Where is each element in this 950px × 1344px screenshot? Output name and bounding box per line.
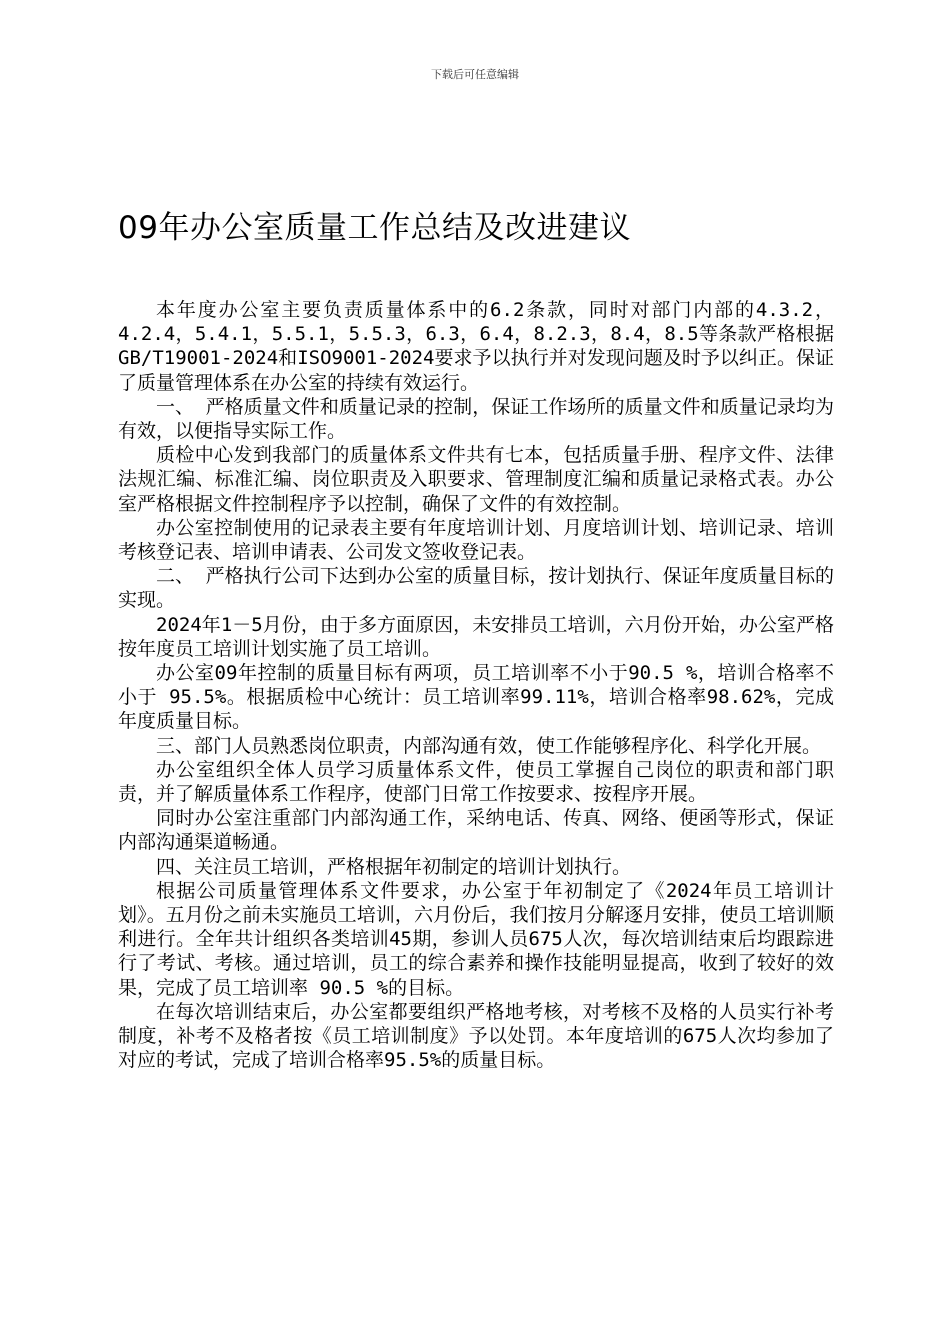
header-note: 下载后可任意编辑 bbox=[431, 68, 519, 81]
paragraph: 办公室控制使用的记录表主要有年度培训计划、月度培训计划、培训记录、培训考核登记表、培训申请表、公司发文签收登记表。 bbox=[118, 516, 834, 564]
paragraph: 同时办公室注重部门内部沟通工作，采纳电话、传真、网络、便函等形式，保证内部沟通渠道畅通。 bbox=[118, 807, 834, 854]
paragraph: 办公室组织全体人员学习质量体系文件，使员工掌握自己岗位的职责和部门职责，并了解质量体系工作程序，使部门日常工作按要求、按程序开展。 bbox=[118, 758, 834, 806]
paragraph: 质检中心发到我部门的质量体系文件共有七本，包括质量手册、程序文件、法律法规汇编、标准汇编、岗位职责及入职要求、管理制度汇编和质量记录格式表。办公室严格根据文件控制程序予以控制，确保了文件的有效控制。 bbox=[118, 444, 834, 515]
paragraph: 一、 严格质量文件和质量记录的控制，保证工作场所的质量文件和质量记录均为有效，以便指导实际工作。 bbox=[118, 395, 834, 443]
paragraph: 办公室09年控制的质量目标有两项，员工培训率不小于90.5 %，培训合格率不小于 95.5%。根据质检中心统计：员工培训率99.11%，培训合格率98.62%，完成年度质量目标。 bbox=[118, 662, 834, 733]
paragraph: 四、关注员工培训，严格根据年初制定的培训计划执行。 bbox=[156, 855, 632, 878]
paragraph: 本年度办公室主要负责质量体系中的6.2条款，同时对部门内部的4.3.2，4.2.4，5.4.1，5.5.1，5.5.3，6.3，6.4，8.2.3，8.4，8.5等条款严格根据GB/T19001-2024和ISO9001-2024要求予以执行并对发现问题及时予以纠正。保证了质量管理体系在办公室的持续有效运行。 bbox=[118, 299, 834, 394]
paragraph: 根据公司质量管理体系文件要求，办公室于年初制定了《2024年员工培训计划》。五月份之前未实施员工培训，六月份后，我们按月分解逐月安排，使员工培训顺利进行。全年共计组织各类培训45期，参训人员675人次，每次培训结束后均跟踪进行了考试、考核。通过培训，员工的综合素养和操作技能明显提高，收到了较好的效果，完成了员工培训率 90.5 %的目标。 bbox=[118, 879, 834, 999]
paragraph: 二、 严格执行公司下达到办公室的质量目标，按计划执行、保证年度质量目标的实现。 bbox=[118, 565, 834, 612]
paragraph: 在每次培训结束后，办公室都要组织严格地考核，对考核不及格的人员实行补考制度，补考不及格者按《员工培训制度》予以处罚。本年度培训的675人次均参加了对应的考试，完成了培训合格率95.5%的质量目标。 bbox=[118, 1000, 834, 1072]
paragraph: 三、部门人员熟悉岗位职责，内部沟通有效，使工作能够程序化、科学化开展。 bbox=[156, 734, 822, 757]
paragraph: 2024年1－5月份，由于多方面原因，未安排员工培训，六月份开始，办公室严格按年度员工培训计划实施了员工培训。 bbox=[118, 613, 834, 660]
document-title: 09年办公室质量工作总结及改进建议 bbox=[118, 210, 631, 246]
document-body bbox=[118, 298, 834, 1073]
